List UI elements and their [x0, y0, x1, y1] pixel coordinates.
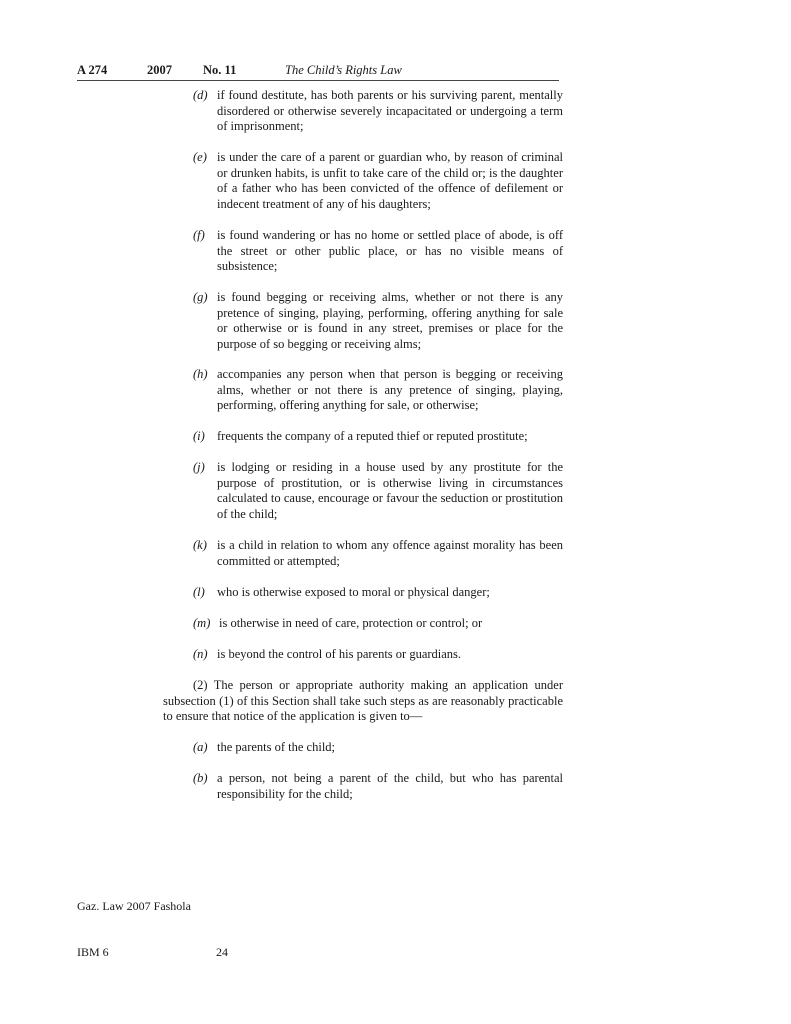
subsection-2: (2) The person or appropriate authority making an application under subsection (1) of this Section shall take such steps as are reasonably practicable to ensure that notice of the application is given to—	[163, 678, 563, 723]
clause-label: (l)	[193, 585, 205, 599]
clause-label: (f)	[193, 228, 205, 242]
clause-i	[193, 429, 563, 445]
header-year: 2007	[147, 63, 172, 77]
clause-label: (m)	[193, 616, 211, 630]
clause-l	[193, 585, 563, 601]
clause-label: (j)	[193, 460, 205, 474]
clause-f	[193, 228, 563, 275]
clause-a	[193, 740, 563, 756]
clause-text: is under the care of a parent or guardian who, by reason of criminal or drunken habits, is unfit to take care of the child or; is the daughter of a father who has been convicted of the offence of defilement or indecent treatment of any of his daughters;	[217, 150, 563, 211]
clause-d	[193, 88, 563, 135]
clause-b	[193, 771, 563, 802]
clause-k	[193, 538, 563, 569]
header-number: No. 11	[203, 63, 237, 77]
clause-label: (i)	[193, 429, 205, 443]
clause-text: is found begging or receiving alms, whether or not there is any pretence of singing, playing, performing, offering anything for sale or otherwise or is found in any street, premises or place for the purpose of so begging or receiving alms;	[217, 290, 563, 351]
clause-label: (b)	[193, 771, 208, 785]
clause-text: the parents of the child;	[217, 740, 336, 754]
header-page-ref: A 274	[77, 63, 108, 77]
clause-text: a person, not being a parent of the child, but who has parental responsibility for the child;	[217, 771, 563, 801]
clause-label: (h)	[193, 367, 208, 381]
clause-text: is otherwise in need of care, protection or control; or	[219, 616, 483, 630]
clause-text: is beyond the control of his parents or guardians.	[217, 647, 462, 661]
clause-label: (k)	[193, 538, 207, 552]
running-header	[77, 62, 559, 81]
header-title: The Child’s Rights Law	[285, 63, 402, 77]
clause-text: is lodging or residing in a house used by any prostitute for the purpose of prostitution, or is otherwise living in circumstances calculated to cause, encourage or favour the seduction or prostitution of the child;	[217, 460, 563, 521]
clause-label: (n)	[193, 647, 208, 661]
clause-e	[193, 150, 563, 212]
clause-text: is found wandering or has no home or settled place of abode, is off the street or other public place, or has no visible means of subsistence;	[217, 228, 563, 273]
clause-g	[193, 290, 563, 352]
clause-label: (a)	[193, 740, 208, 754]
clause-label: (e)	[193, 150, 207, 164]
clause-label: (g)	[193, 290, 208, 304]
footer-page-number: 24	[216, 945, 228, 959]
clause-n	[193, 647, 563, 663]
clause-m	[193, 616, 563, 632]
clause-h	[193, 367, 563, 414]
footer-gazette: Gaz. Law 2007 Fashola	[77, 899, 191, 913]
clause-j	[193, 460, 563, 522]
clause-text: accompanies any person when that person is begging or receiving alms, whether or not there is any pretence of singing, playing, performing, offering anything for sale, or otherwise;	[217, 367, 563, 412]
clause-label: (d)	[193, 88, 208, 102]
clause-text: frequents the company of a reputed thief or reputed prostitute;	[217, 429, 528, 443]
clause-text: who is otherwise exposed to moral or physical danger;	[217, 585, 490, 599]
clause-text: if found destitute, has both parents or his surviving parent, mentally disordered or otherwise severely incapacitated or undergoing a term of imprisonment;	[217, 88, 563, 133]
clause-text: is a child in relation to whom any offence against morality has been committed or attempted;	[217, 538, 563, 568]
footer-code: IBM 6	[77, 945, 109, 959]
